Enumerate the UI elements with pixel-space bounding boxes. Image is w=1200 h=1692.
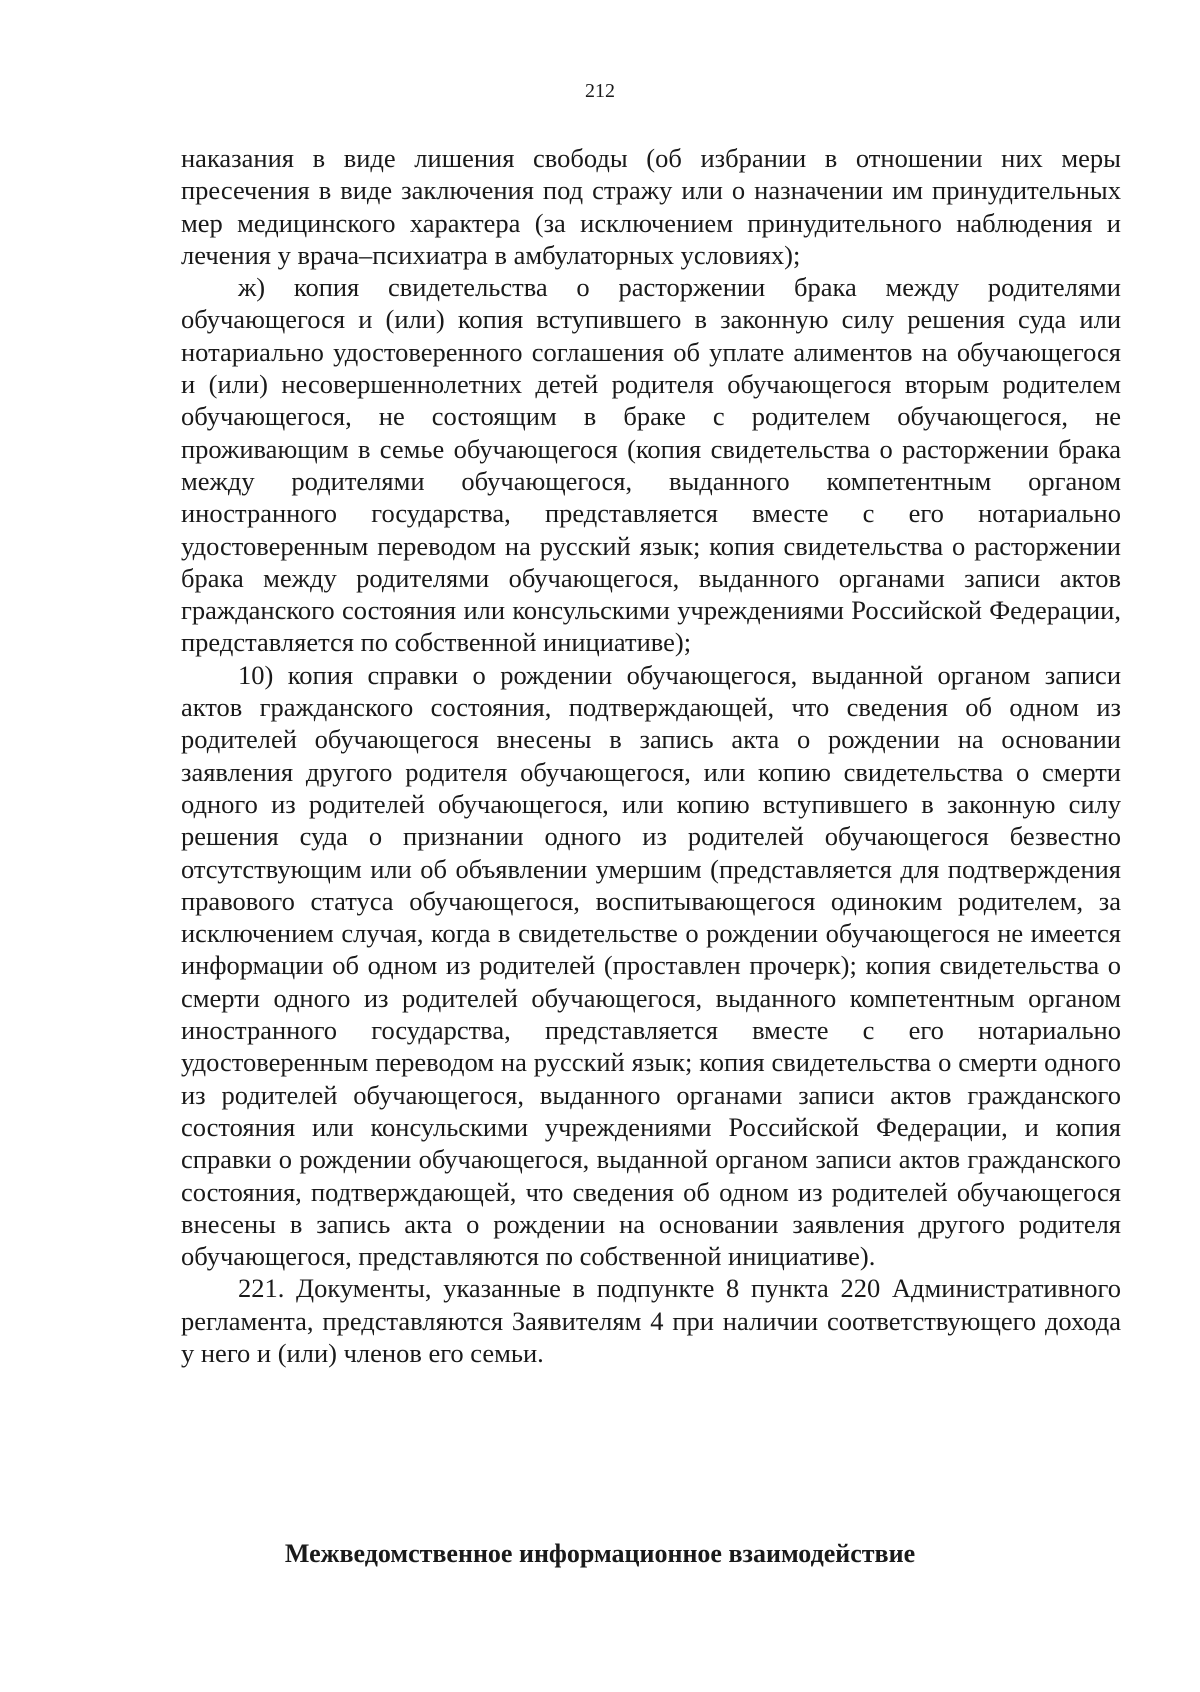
paragraph-item-zh: ж) копия свидетельства о расторжении брака между родителями обучающегося и (или) копия вступившего в законную силу решения суда или нотариально удостоверенного соглашения об уплате алиментов на обучающегося и (или) несовершеннолетних детей родителя обучающегося вторым родителем обучающегося, не состоящим в браке с родителем обучающегося, не проживающим в семье обучающегося (копия свидетельства о расторжении брака между родителями обучающегося, выданного компетентным органом иностранного государства, представляется вместе с его нотариально удостоверенным переводом на русский язык; копия свидетельства о расторжении брака между родителями обучающегося, выданного органами записи актов гражданского состояния или консульскими учреждениями Российской Федерации, представляется по собственной инициативе); bbox=[181, 272, 1121, 658]
section-heading: Межведомственное информационное взаимодействие bbox=[284, 1539, 916, 1568]
paragraph-221: 221. Документы, указанные в подпункте 8 пункта 220 Административного регламента, представляются Заявителям 4 при наличии соответствующего дохода у него и (или) членов его семьи. bbox=[181, 1273, 1121, 1368]
paragraph-continuation: наказания в виде лишения свободы (об избрании в отношении них меры пресечения в виде заключения под стражу или о назначении им принудительных мер медицинского характера (за исключением принудительного наблюдения и лечения у врача–психиатра в амбулаторных условиях); bbox=[181, 143, 1121, 270]
page-number: 212 bbox=[585, 80, 615, 102]
paragraph-item-10: 10) копия справки о рождении обучающегося, выданной органом записи актов гражданского состояния, подтверждающей, что сведения об одном из родителей обучающегося внесены в запись акта о рождении на основании заявления другого родителя обучающегося, или копию свидетельства о смерти одного из родителей обучающегося, или копию вступившего в законную силу решения суда о признании одного из родителей обучающегося безвестно отсутствующим или об объявлении умершим (представляется для подтверждения правового статуса обучающегося, воспитывающегося одиноким родителем, за исключением случая, когда в свидетельстве о рождении обучающегося не имеется информации об одном из родителей (проставлен прочерк); копия свидетельства о смерти одного из родителей обучающегося, выданного компетентным органом иностранного государства, представляется вместе с его нотариально удостоверенным переводом на русский язык; копия свидетельства о смерти одного из родителей обучающегося, выданного органами записи актов гражданского состояния или консульскими учреждениями Российской Федерации, и копия справки о рождении обучающегося, выданной органом записи актов гражданского состояния, подтверждающей, что сведения об одном из родителей обучающегося внесены в запись акта о рождении на основании заявления другого родителя обучающегося, представляются по собственной инициативе). bbox=[181, 659, 1121, 1272]
document-body bbox=[181, 142, 1121, 1369]
